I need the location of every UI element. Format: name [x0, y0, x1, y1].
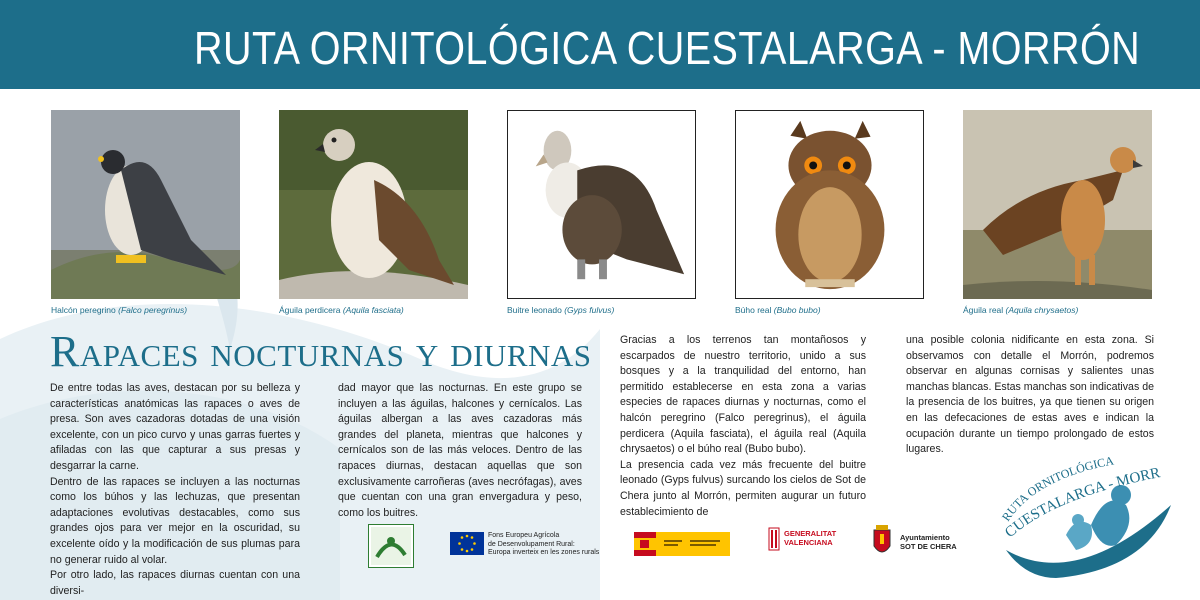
- eu-flag-icon: [450, 532, 484, 555]
- paragraph: dad mayor que las nocturnas. En este grupo se incluyen a las águilas, halcones y cernícalos. Las águilas albergan a las aves cazadoras más grandes del planeta, mientras que halcones y cernícalos son de las más veloces. Dentro de las rapaces diurnas, destacan aquellas que son exclusivamente carroñeras (aves necrófagas), aves que cuentan con una gran envergadura y peso, como los buitres.: [338, 382, 582, 519]
- section-title: Rapaces nocturnas y diurnas: [50, 327, 592, 376]
- sot-de-chera-shield-icon: [870, 524, 894, 560]
- header-banner: [0, 0, 1200, 89]
- paragraph: De entre todas las aves, destacan por su belleza y características anatómicas las rapaces o aves de presa. Son aves cazadoras dotadas de una visión excelente, con un pico curvo y unas garras fuertes y afiladas con las que capturar a sus presas y desgarrar la carne.: [50, 382, 300, 472]
- ayuntamiento-text: [900, 534, 957, 551]
- logo-text-line: GENERALITAT: [784, 529, 837, 538]
- photo-buho-real: [735, 110, 924, 299]
- sponsor-logos: [364, 522, 974, 572]
- paragraph: La presencia cada vez más frecuente del buitre leonado (Gyps fulvus) surcando los cielos de Sot de Chera junto al Morrón, permiten augurar un futuro establecimiento de: [620, 458, 866, 518]
- logo-text-line: de Desenvolupament Rural:: [488, 540, 575, 548]
- paragraph: Gracias a los terrenos tan montañosos y escarpados de nuestro territorio, unido a sus bosques y a la tranquilidad del entorno, han permitido establecerse en esta zona a varias especies de rapaces diurnas y nocturnas, como el halcón peregrino (Falco peregrinus), el águila perdicera (Aquila fasciata), el águila real (Aquila chrysaetos) o el búho real (Bubo bubo).: [620, 334, 866, 456]
- text-column-3: [620, 333, 866, 520]
- text-column-1: [50, 381, 300, 599]
- logo-text-line: Europa inverteix en les zones rurals: [488, 549, 600, 556]
- leader-logo: [368, 524, 414, 568]
- caption-buitre: Buitre leonado (Gyps fulvus): [507, 305, 615, 315]
- badge-text-line2: CUESTALARGA - MORR: [1002, 465, 1162, 542]
- logo-text-line: VALENCIANA: [784, 537, 833, 547]
- logo-text-line: Ayuntamiento: [900, 533, 950, 542]
- photo-halcon-peregrino: [51, 110, 240, 299]
- page-title: RUTA ORNITOLÓGICA CUESTALARGA - MORRÓN: [193, 22, 1140, 74]
- photo-buitre-leonado: [507, 110, 696, 299]
- generalitat-emblem-icon: [768, 526, 780, 554]
- photo-aguila-real: [963, 110, 1152, 299]
- paragraph: Por otro lado, las rapaces diurnas cuentan con una diversi-: [50, 569, 300, 597]
- feader-logo-text: [488, 532, 599, 558]
- photo-aguila-perdicera: [279, 110, 468, 299]
- caption-halcon: Halcón peregrino (Falco peregrinus): [51, 305, 188, 315]
- text-column-2: [338, 381, 582, 521]
- caption-buho: Búho real (Bubo bubo): [735, 305, 821, 315]
- text-column-4: [906, 333, 1154, 458]
- logo-text-line: SOT DE CHERA: [900, 541, 957, 551]
- spain-ministry-logo: [634, 532, 730, 556]
- caption-aguila-perdicera: Águila perdicera (Aquila fasciata): [279, 305, 404, 315]
- route-badge-logo: [996, 450, 1176, 590]
- generalitat-text: [784, 530, 836, 547]
- paragraph: Dentro de las rapaces se incluyen a las nocturnas como los búhos y las lechuzas, que presentan adaptaciones evolutivas destacables, como sus grandes ojos para ver mejor en la oscuridad, su excelente oído y la modificación de sus plumas para no generar ruido al volar.: [50, 475, 300, 566]
- logo-text-line: Fons Europeu Agrícola: [488, 532, 560, 539]
- caption-aguila-real: Águila real (Aquila chrysaetos): [963, 305, 1079, 315]
- paragraph: una posible colonia nidificante en esta zona. Si observamos con detalle el Morrón, podremos observar en algunas cornisas y salientes unas manchas blancas. Estas manchas son indicativas de la presencia de los buitres, ya que tienen su origen en las defecaciones de estas aves e indican la ocupación durante un tiempo prolongado de estos lugares.: [906, 334, 1154, 456]
- badge-text-line1: RUTA ORNITOLÓGICA: [998, 453, 1115, 524]
